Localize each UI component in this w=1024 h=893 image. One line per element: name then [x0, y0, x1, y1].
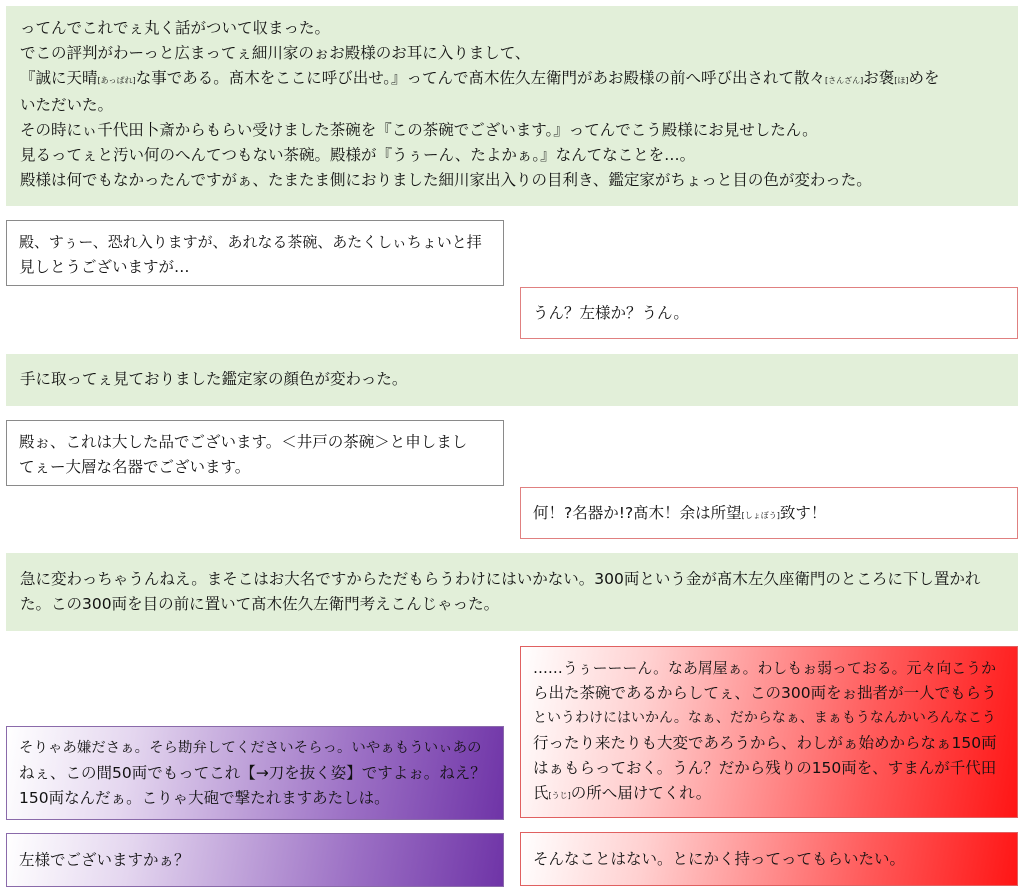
narration-block-2: [6, 354, 1018, 406]
dialogue-right-2: [520, 487, 1018, 539]
ruby-annotation: [うじ]: [548, 791, 571, 800]
ruby-annotation: [ほ]: [894, 76, 909, 85]
dialogue-line: そんなことはない。とにかく持ってってもらいたい。: [533, 850, 906, 868]
narration-line: 殿様は何でもなかったんですがぁ、たまたま側におりました細川家出入りの目利き、鑑定家がちょっと目の色が変わった。: [20, 171, 872, 189]
ruby-annotation: [さんざん]: [824, 76, 864, 85]
dialogue-left-2: [6, 420, 504, 486]
dialogue-line: [533, 501, 1005, 528]
narration-line: でこの評判がわーっと広まってぇ細川家のぉお殿様のお耳に入りまして、: [20, 44, 531, 62]
ruby-annotation: [あっぱれ]: [97, 76, 136, 85]
text-segment: 致す！: [779, 504, 827, 522]
dialogue-line: 150両なんだぁ。こりゃ大砲で撃たれますあたしは。: [19, 789, 390, 807]
dialogue-line: そりゃあ嫌ださぁ。そら勘弁してくださいそらっ。いやぁもういぃあの: [19, 740, 482, 756]
text-segment: めを: [908, 69, 940, 87]
ruby-annotation: [しょぼう]: [741, 511, 780, 520]
narration-line: その時にぃ千代田卜斎からもらい受けました茶碗を『この茶碗でございます。』ってんでこう殿様にお見せしたん。: [20, 121, 818, 139]
dialogue-left-4: [6, 833, 504, 887]
dialogue-line: てぇー大層な名器でございます。: [19, 458, 251, 476]
dialogue-line: というわけにはいかん。なぁ、だからなぁ、まぁもうなんかいろんなこう: [533, 710, 996, 726]
narration-line: 急に変わっちゃうんねえ。まそこはお大名ですからただもらうわけにはいかない。300両という金が髙木左久座衛門のところに下し置かれ: [20, 570, 981, 588]
dialogue-left-3: [6, 726, 504, 820]
narration-line: 手に取ってぇ見ておりました鑑定家の顔色が変わった。: [20, 370, 408, 388]
text-segment: お褒: [863, 69, 895, 87]
dialogue-line: ねぇ、この間50両でもってこれ【→刀を抜く姿】ですよぉ。ねえ？: [19, 764, 486, 782]
dialogue-line: ら出た茶碗であるからしてぇ、この300両をぉ拙者が一人でもらう: [533, 684, 997, 702]
dialogue-line: うん？左様か？うん。: [533, 304, 689, 322]
dialogue-left-1: [6, 220, 504, 286]
narration-line: [20, 66, 1004, 93]
dialogue-line: 行ったり来たりも大変であろうから、わしがぁ始めからなぁ150両: [533, 734, 997, 752]
dialogue-line: 殿、すぅー、恐れ入りますが、あれなる茶碗、あたくしぃちょいと拝: [19, 233, 482, 251]
dialogue-right-1: [520, 287, 1018, 339]
dialogue-right-3: [520, 646, 1018, 818]
text-segment: な事である。髙木をここに呼び出せ。』ってんで髙木佐久左衛門があお殿様の前へ呼び出されて散々: [135, 69, 825, 87]
dialogue-line: [533, 781, 1005, 808]
narration-block-1: [6, 6, 1018, 206]
dialogue-line: ……うぅーーーん。なあ屑屋ぁ。わしもぉ弱っておる。元々向こうか: [533, 659, 996, 677]
dialogue-right-4: [520, 832, 1018, 886]
text-segment: 『誠に天晴: [20, 69, 98, 87]
text-segment: の所へ届けてくれ。: [570, 784, 712, 802]
dialogue-line: 見しとうございますが…: [19, 258, 190, 276]
narration-line: た。この300両を目の前に置いて髙木佐久左衛門考えこんじゃった。: [20, 595, 500, 613]
dialogue-line: はぁもらっておく。うん？だから残りの150両を、すまんが千代田: [533, 759, 997, 777]
narration-block-3: [6, 553, 1018, 631]
text-segment: 何！?名器か!?髙木！余は所望: [533, 504, 742, 522]
dialogue-line: 左様でございますかぁ？: [19, 851, 190, 869]
narration-line: ってんでこれでぇ丸く話がついて収まった。: [20, 19, 331, 37]
dialogue-line: 殿ぉ、これは大した品でございます。＜井戸の茶碗＞と申しまし: [19, 433, 468, 451]
narration-line: いただいた。: [20, 96, 114, 114]
text-segment: 氏: [533, 784, 549, 802]
narration-line: 見るってぇと汚い何のへんてつもない茶碗。殿様が『うぅーん、たよかぁ。』なんてなことを…。: [20, 146, 696, 164]
